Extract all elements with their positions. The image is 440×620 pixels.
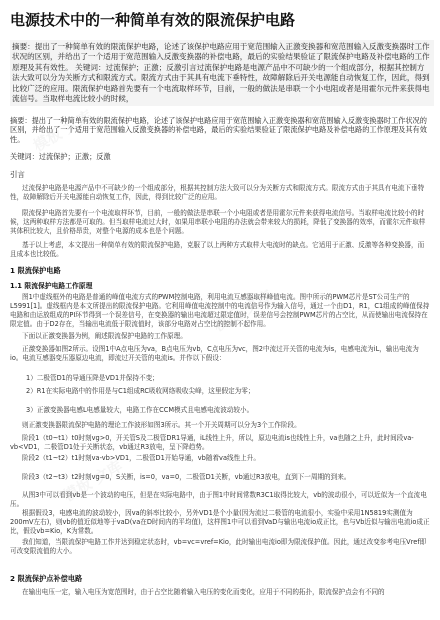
paragraph: 基于以上考虑，本文提出一种简单有效的限流保护电路，克服了以上两种方式取样大电流时的缺点。它适用于正激、反激等各种变换器，而且成本也比较低。 (10, 241, 425, 258)
phase-paragraph: 阶段1（t0~t1）t0时刻vg>0，开关管S及二极管DR1导通，iL线性上升，所以，原边电流is也线性上升，va也随之上升，此时间段va-vb<VD1，二极管D1处于关断状态，vb通过R3放电，呈下降趋势。 (10, 434, 414, 451)
paragraph: 则正激变换器限流保护电路的理论工作波形如图3所示。其一个开关周期可以分为3个工作阶段。 (22, 421, 301, 429)
paragraph: 在输出电压一定，输入电压为宽范围时，由于占空比随着输入电压的变化而变化，应用于不同的拓扑，限流保护点会有不同的 (22, 588, 385, 596)
paragraph: 我们知道，当限流保护电路工作并达到稳定状态时，vb=vc=vref=Kio，此时输出电流io即为限流保护值。因此，通过改变参考电压Vref即可改变限流值的大小。 (10, 538, 427, 555)
paragraph: 过流保护电路是电源产品中不可缺少的一个组成部分，根据其控制方法大致可以分为关断方式和限流方式。限流方式由于其具有电流下垂特性，故障解除后开关电源能自动恢复工作，因此，得到比较广泛的应用。 (10, 184, 425, 201)
list-item: 1）二极管D1的导通压降是VD1并保持不变； (26, 374, 159, 382)
paragraph: 从图3中可以看到vb是一个波动的电压，但是在实际电路中，由于图1中时间常数R3C1取得比较大，vb的波动很小，可以近似为一个直流电压。 (10, 491, 427, 508)
abstract-text: 摘要：提出了一种简单有效的限流保护电路，论述了该保护电路应用于宽范围输入正激变换器和宽范围输入反激变换器时工作状况的区别，并给出了一个适用于宽范围输入反激变换器的补偿电路，最后的实验结果验证了限流保护电路及补偿电路的工作原理及其有效性。 关键词：过流保护；正激；反激引言过流保护电路是电源产品中不可缺少的一个组成部分，根据其控制方法大致可以分为关断方式和限流方式。限流方式由于其具有电流下垂特性，故障解除后开关电源能自动恢复工作，因此，得到比较广泛的应用。限流保护电路首先要有一个电流取样环节，目前，一般的做法是串联一个小电阻或者是用霍尔元件来获得电流信号。当取样电流比较小的时候， (12, 42, 430, 104)
paragraph: 图1中虚线框外的电路是普通的峰值电流方式的PWM控制电路，利用电流互感器取样峰值电流。图中所示的PWM芯片是ST公司生产的L5991[1]。虚线框内是本文所提出的限流保护电路。它利用峰值电流控制中的电流信号作为输入信号，通过一个由D1，R1，C1组成的峰值保持电路和由运放组成的PI环节得到一个误差信号，在变换器的输出电流超过限定值时，误差信号会控制PWM芯片的占空比，从而使输出电流保持在限定值。由于D2存在，当输出电流低于限流值时，该部分电路对占空比的控制不起作用。 (10, 293, 430, 328)
paragraph: 正激变换器如图2所示。设图1中A点电压为va，B点电压为vb，C点电压为vc，图2中流过开关管的电流为is，电感电流为iL，输出电流为io。电流互感器变压器原边电流，即流过开关管的电流is。并作以下假设： (10, 345, 419, 362)
intro-heading: 引言 (10, 170, 25, 179)
watermark: 模板 文库 (60, 456, 126, 506)
phase-paragraph: 阶段3（t2~t3）t2时刻vg=0，S关断，is=0，va=0，二极管D1关断，vb通过R3放电，直到下一周期的到来。 (22, 473, 351, 481)
phase-paragraph: 阶段2（t1~t2）t1时刻va-vb>VD1，二极管D1开始导通，vb随着va线性上升。 (22, 454, 260, 462)
paragraph: 根据假设3，电感电流的波动较小，因va的斜率比较小，另外VD1是个小量(因为流过二极管的电流很小，实验中采用1N5819实测值为200mV左右)，则vb的值近似地等于vaD(va在D时间内的平均值)，这样图1中可以看到VaD与输出电流io成正比，也与Vb近似与输出电流io成正比，假设vb=Kio，K为常数。 (10, 509, 430, 535)
abstract-repeat (10, 116, 430, 144)
abstract-repeat-text: 摘要：提出了一种简单有效的限流保护电路，论述了该保护电路应用于宽范围输入正激变换器和宽范围输入反激变换器时工作状况的区别，并给出了一个适用于宽范围输入反激变换器的补偿电路，最后的实验结果验证了限流保护电路及补偿电路的工作原理及其有效性。 (10, 116, 427, 144)
paragraph: 下面以正激变换器为例，阐述限流保护电路的工作原理。 (22, 332, 187, 340)
list-item: 2）R1在实际电路中的作用是与C1组成RC吸收网络吸收尖峰，这里假定为零； (26, 387, 255, 395)
section-heading: 1 限流保护电路 (10, 266, 61, 275)
document-title: 电源技术中的一种简单有效的限流保护电路 (10, 11, 296, 29)
subsection-heading: 1.1 限流保护电路工作原理 (10, 282, 93, 290)
list-item: 3）正激变换器电感L电感量较大，电路工作在CCM模式且电感电流波动较小。 (26, 406, 254, 414)
section-heading: 2 限流保护点补偿电路 (10, 574, 83, 583)
keywords: 关键词：过流保护；正激；反激 (10, 152, 111, 161)
watermark: 模板 文库 (30, 106, 96, 156)
paragraph: 限流保护电路首先要有一个电流取样环节，目前，一般的做法是串联一个小电阻或者是用霍尔元件来获得电流信号。当取样电流比较小的时候，这两种取样方法都是可取的。但当取样电流过大时，如果用串联小电阻的办法就会带来较大的损耗，降低了变换器的效率，而霍尔元件取样其体积比较大，且价格昂贵，对整个电源的成本也是个问题。 (10, 209, 426, 235)
watermark: 模板 文库 (210, 286, 276, 336)
abstract-box (10, 40, 434, 106)
